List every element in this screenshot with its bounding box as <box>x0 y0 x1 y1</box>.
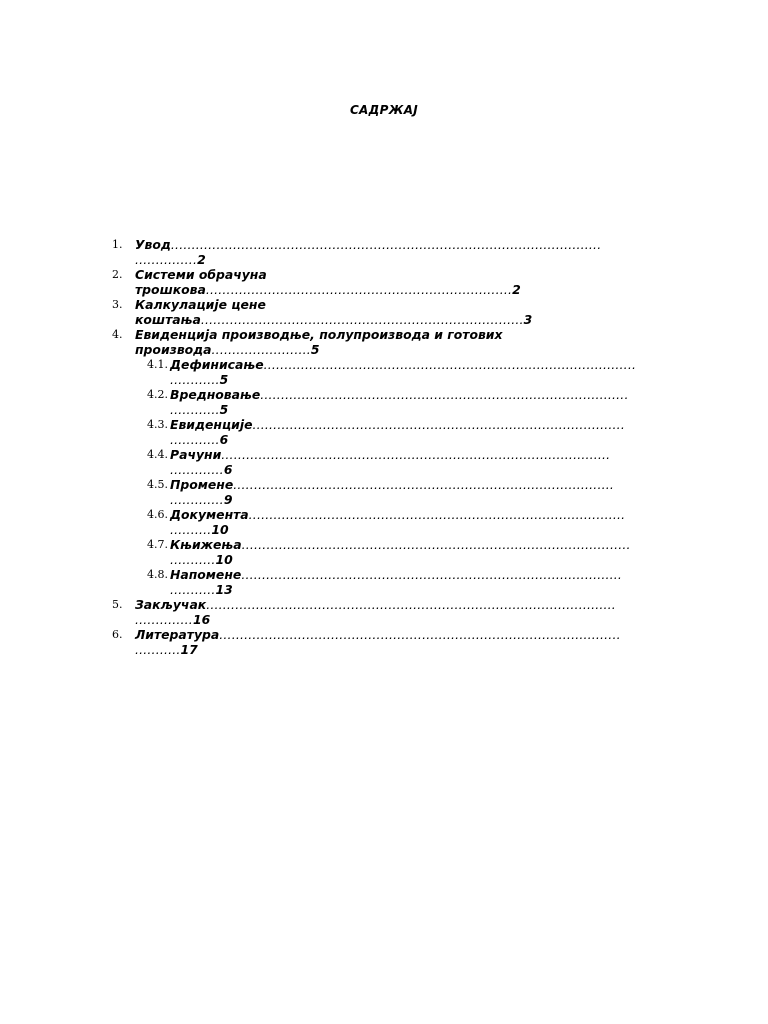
toc-entry-line <box>170 567 657 582</box>
toc-entry-line <box>170 417 657 432</box>
toc-entry-title: Књижења <box>170 537 242 552</box>
toc-entry-title: Евиденције <box>170 417 253 432</box>
toc-entry-line <box>135 312 657 327</box>
toc-entry-title: Евиденција производње, полупроизвода и готових <box>135 327 503 342</box>
toc-entry-number: 4.4. <box>147 448 168 461</box>
toc-entry-number: 4.5. <box>147 478 168 491</box>
toc-dot-leader: ............... <box>135 252 198 267</box>
toc-entry-line <box>135 282 657 297</box>
toc-dot-leader: .......................................................................................... <box>252 417 625 432</box>
toc-entry-line <box>135 612 657 627</box>
toc-entry <box>112 237 657 267</box>
toc-entry-line <box>170 387 657 402</box>
toc-entry <box>112 357 657 387</box>
toc-entry-line <box>170 357 657 372</box>
toc-entry-number: 5. <box>112 598 123 611</box>
toc-entry-title: Вредновање <box>170 387 261 402</box>
page-title: САДРЖАЈ <box>349 103 419 117</box>
toc-entry-title: Литература <box>135 627 220 642</box>
toc-entry <box>112 627 657 657</box>
toc-entry-title: Промене <box>170 477 234 492</box>
toc-page-number: 2 <box>197 252 206 267</box>
toc-dot-leader: ............ <box>170 372 220 387</box>
toc-dot-leader: .......................................................................................... <box>263 357 637 372</box>
toc-entry-title: трошкова <box>135 282 206 297</box>
toc-page-number: 2 <box>512 282 521 297</box>
toc-dot-leader: ............................................................................................ <box>241 567 623 582</box>
toc-entry <box>112 327 657 357</box>
toc-entry-number: 2. <box>112 268 123 281</box>
toc-entry-line <box>135 252 657 267</box>
toc-entry-number: 4.2. <box>147 388 168 401</box>
toc-entry-title: производа <box>135 342 212 357</box>
toc-page-number: 13 <box>215 582 233 597</box>
toc-page-number: 3 <box>523 312 533 327</box>
toc-page-number: 5 <box>219 402 229 417</box>
toc-dot-leader: ........... <box>170 552 216 567</box>
toc-dot-leader: ........... <box>170 582 216 597</box>
toc-dot-leader: .............................................................................................. <box>221 447 611 462</box>
toc-dot-leader: ................................................................................................. <box>219 627 621 642</box>
toc-page-number: 6 <box>219 432 229 447</box>
table-of-contents <box>112 237 657 657</box>
toc-entry-title: Напомене <box>170 567 242 582</box>
toc-entry-line <box>170 447 657 462</box>
toc-dot-leader: ........................ <box>211 342 311 357</box>
toc-entry-line <box>170 372 657 387</box>
toc-entry-title: Калкулације цене <box>135 297 266 312</box>
toc-entry <box>112 567 657 597</box>
toc-dot-leader: ............................................................................................ <box>233 477 615 492</box>
toc-dot-leader: .............................................................................................. <box>241 537 631 552</box>
toc-entry <box>112 507 657 537</box>
toc-entry-number: 4.8. <box>147 568 168 581</box>
toc-entry-title: Документа <box>170 507 249 522</box>
toc-entry-number: 4.7. <box>147 538 168 551</box>
toc-entry <box>112 597 657 627</box>
toc-dot-leader: ................................................................................................... <box>206 597 616 612</box>
toc-page-number: 10 <box>215 552 233 567</box>
toc-entry-title: Рачуни <box>170 447 222 462</box>
toc-dot-leader: ............. <box>170 492 224 507</box>
toc-entry-line <box>170 507 657 522</box>
toc-entry-line <box>170 477 657 492</box>
toc-dot-leader: ........................................................................................................ <box>170 237 602 252</box>
toc-page-number: 9 <box>223 492 233 507</box>
toc-entry-line <box>170 462 657 477</box>
toc-entry-number: 4.6. <box>147 508 168 521</box>
toc-entry-title: Увод <box>135 237 171 252</box>
toc-entry-line <box>170 432 657 447</box>
toc-entry-title: Закључак <box>135 597 207 612</box>
toc-page-number: 5 <box>310 342 320 357</box>
toc-entry <box>112 297 657 327</box>
toc-dot-leader: .............................................................................. <box>200 312 524 327</box>
toc-dot-leader: ........................................................................................... <box>248 507 626 522</box>
toc-entry-number: 6. <box>112 628 123 641</box>
toc-dot-leader: .......................................................................... <box>205 282 513 297</box>
toc-page-number: 10 <box>211 522 229 537</box>
toc-dot-leader: ............ <box>170 402 220 417</box>
toc-entry-line <box>135 642 657 657</box>
toc-entry-line <box>135 267 657 282</box>
toc-entry-title: Системи обрачуна <box>135 267 267 282</box>
toc-entry <box>112 537 657 567</box>
toc-dot-leader: ........... <box>135 642 181 657</box>
toc-page-number: 17 <box>180 642 198 657</box>
toc-entry <box>112 417 657 447</box>
toc-entry-title: коштања <box>135 312 201 327</box>
toc-entry-line <box>170 492 657 507</box>
toc-entry-line <box>135 342 657 357</box>
toc-entry-line <box>135 297 657 312</box>
toc-entry <box>112 477 657 507</box>
toc-entry-line <box>170 552 657 567</box>
toc-page-number: 16 <box>192 612 211 627</box>
toc-dot-leader: .......... <box>170 522 212 537</box>
toc-entry-number: 4.3. <box>147 418 168 431</box>
toc-entry-line <box>135 627 657 642</box>
toc-entry-number: 1. <box>112 238 123 251</box>
toc-entry-line <box>135 237 657 252</box>
toc-entry-line <box>170 522 657 537</box>
toc-entry-line <box>170 582 657 597</box>
toc-dot-leader: ............. <box>170 462 224 477</box>
toc-dot-leader: .............. <box>135 612 193 627</box>
toc-dot-leader: ......................................................................................... <box>260 387 629 402</box>
toc-page-number: 6 <box>223 462 233 477</box>
toc-entry-title: Дефинисање <box>170 357 264 372</box>
toc-entry-line <box>170 402 657 417</box>
toc-entry-number: 4.1. <box>147 358 168 371</box>
toc-entry <box>112 387 657 417</box>
toc-entry <box>112 447 657 477</box>
toc-entry-line <box>135 597 657 612</box>
toc-entry <box>112 267 657 297</box>
toc-page-number: 5 <box>219 372 229 387</box>
toc-entry-number: 4. <box>112 328 123 341</box>
toc-entry-line <box>135 327 657 342</box>
toc-dot-leader: ............ <box>170 432 220 447</box>
toc-entry-number: 3. <box>112 298 123 311</box>
toc-entry-line <box>170 537 657 552</box>
